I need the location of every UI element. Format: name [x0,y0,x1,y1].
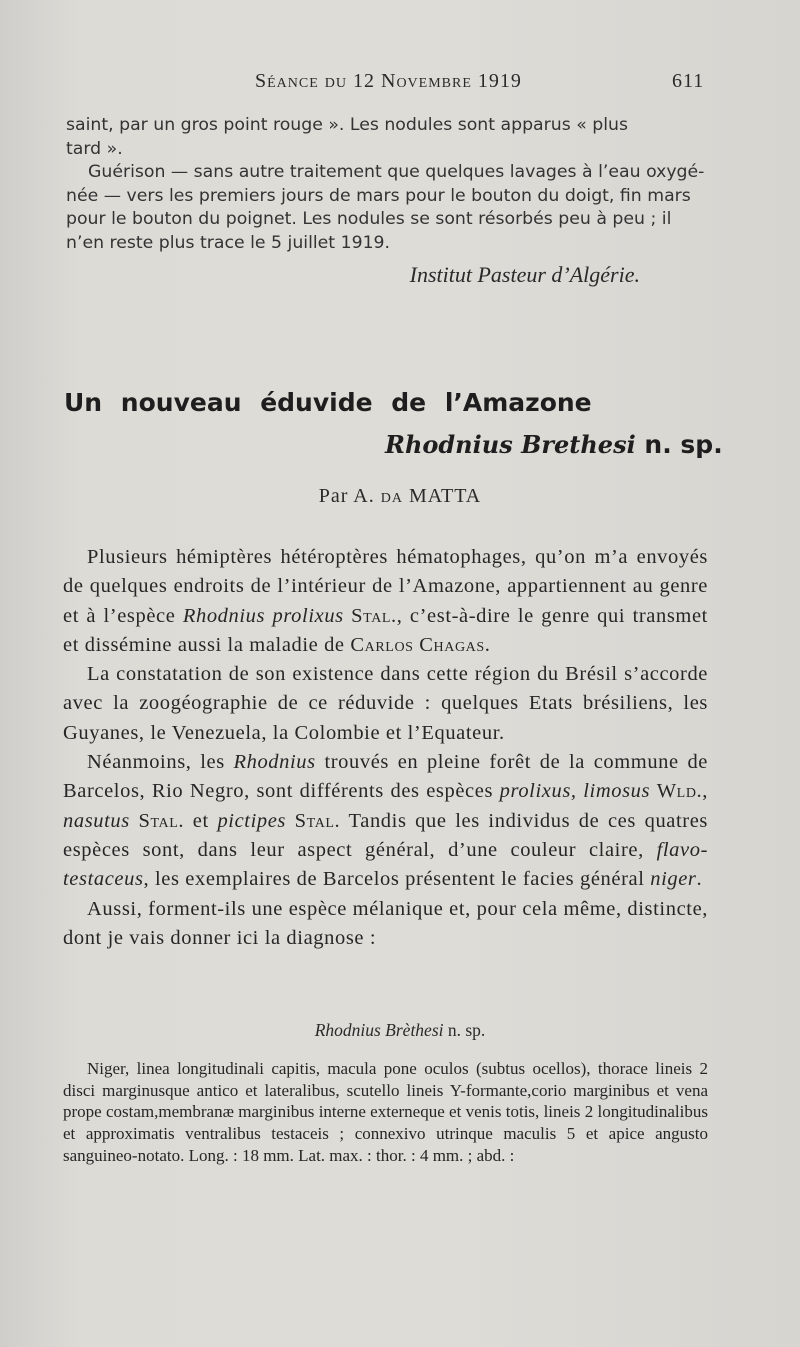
prev-line-5: pour le bouton du poignet. Les nodules se sont résorbés peu à peu ; il [66,209,672,229]
prev-line-1: saint, par un gros point rouge ». Les nodules sont apparus « plus [66,115,628,135]
prev-line-3: Guérison — sans autre traitement que quelques lavages à l’eau oxygé- [88,162,705,182]
paragraph-3: Néanmoins, les Rhodnius trouvés en pleine forêt de la commune de Barcelos, Rio Negro, sont différents des espèces prolixus, limosus Wld., nasutus Stal. et pictipes Stal. Tandis que les individus de ces quatres espèces sont, dans leur aspect général, d’une couleur claire, flavo-testaceus, les exemplaires de Barcelos présentent le facies général niger. [63,751,708,891]
species-suffix: n. sp. [644,430,723,459]
diagnosis-paragraph: Niger, linea longitudinali capitis, macula pone oculos (subtus ocellos), thorace lineis 2 disci marginusque antico et lateralibus, scutello lineis Y-formante,corio marginibus et vena prope costam,membranæ marginibus interne externeque et venis totis, lineis 2 longitudinalibus et approximatis ventralibus testaceis ; connexivo utrinque maculis 5 et apice angusto sanguineo-notato. Long. : 18 mm. Lat. max. : thor. : 4 mm. ; abd. : [63,1059,708,1165]
article-subtitle [385,430,723,459]
prev-line-6: n’en reste plus trace le 5 juillet 1919. [66,232,391,253]
institution-signature: Institut Pasteur d’Algérie. [409,262,640,287]
paragraph-1: Plusieurs hémiptères hétéroptères hématophages, qu’on m’a envoyés de quelques endroits de l’intérieur de l’Amazone, appartiennent au genre et à l’espèce Rhodnius prolixus Stal., c’est-à-dire le genre qui transmet et dissémine aussi la maladie de Carlos Chagas. [63,546,708,656]
running-title: Séance du 12 Novembre 1919 [255,70,522,92]
paragraph-2: La constatation de son existence dans cette région du Brésil s’accorde avec la zoogéographie de ce réduvide : quelques Etats brésiliens, les Guyanes, le Venezuela, la Colombie et l’Equateur. [63,663,708,744]
diagnosis-heading [0,1020,800,1041]
diagnosis-text [63,1058,708,1167]
author-name: MATTA [408,485,482,507]
prev-line-2: tard ». [66,138,123,159]
previous-article-text [66,114,708,255]
diagnosis-suffix: n. sp. [443,1020,486,1040]
author-prefix: Par A. [318,485,375,507]
author-particle: da [380,485,403,507]
paragraph-4: Aussi, forment-ils une espèce mélanique et, pour cela même, distincte, dont je vais donner ici la diagnose : [63,897,708,949]
author-line [0,485,800,508]
species-name: Rhodnius Brethesi [385,430,636,459]
page-number: 611 [672,70,705,92]
running-header [0,66,800,96]
article-body [63,543,708,953]
prev-line-4: née — vers les premiers jours de mars pour le bouton du doigt, fin mars [66,185,691,206]
article-title: Un nouveau éduvide de l’Amazone [64,388,592,417]
diagnosis-species: Rhodnius Brèthesi [314,1020,444,1040]
